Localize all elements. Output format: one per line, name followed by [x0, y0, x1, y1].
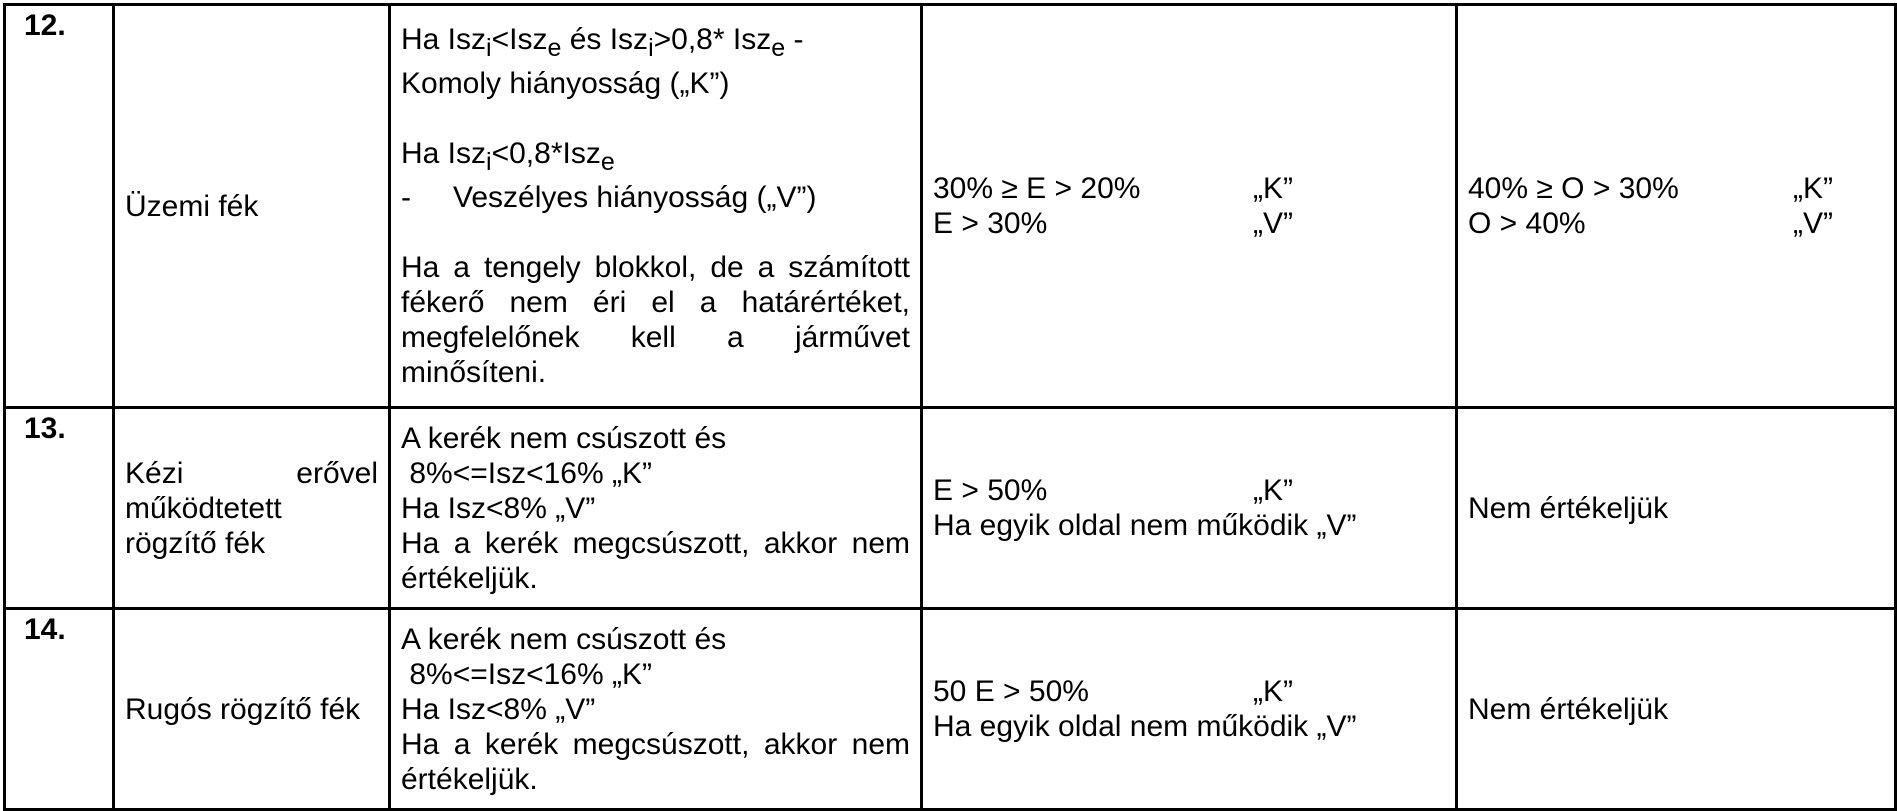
- criteria-line: 50 E > 50% „K”: [933, 675, 1293, 708]
- criteria-line: E > 50% „K”: [933, 474, 1293, 507]
- criteria-line: E > 30% „V”: [933, 207, 1293, 240]
- o-criteria-cell: [1457, 5, 1896, 408]
- criteria-line: O > 40% „V”: [1468, 207, 1833, 240]
- brake-name: Kézi erővel működtetett rögzítő fék: [114, 408, 390, 609]
- condition-cell: A kerék nem csúszott és 8%<=Isz<16% „K” Ha Isz<8% „V” Ha a kerék megcsúszott, akkor nem értékeljük.: [390, 408, 922, 609]
- condition-cell: A kerék nem csúszott és 8%<=Isz<16% „K” Ha Isz<8% „V” Ha a kerék megcsúszott, akkor nem értékeljük.: [390, 609, 922, 810]
- o-criteria-cell: Nem értékeljük: [1457, 408, 1896, 609]
- condition-serious: Ha Isz$_i$<Isz$_e$ és Isz$_i$>0,8* Isz$_e$ - Komoly hiányosság („K”): [401, 23, 804, 100]
- brake-evaluation-table: [3, 3, 1897, 811]
- condition-dangerous: Ha Isz$_i$<0,8*Isz$_e$ - Veszélyes hiányosság („V”): [401, 137, 817, 214]
- row-number: 13.: [5, 408, 114, 609]
- brake-name: Rugós rögzítő fék: [114, 609, 390, 810]
- criteria-line: 30% ≥ E > 20% „K”: [933, 172, 1293, 205]
- e-criteria-cell: E > 50% „K” Ha egyik oldal nem működik „V”: [922, 408, 1457, 609]
- row-number: 12.: [5, 5, 114, 408]
- o-criteria-cell: Nem értékeljük: [1457, 609, 1896, 810]
- table-row: [5, 408, 1896, 609]
- table-row: [5, 5, 1896, 408]
- condition-cell: [390, 5, 922, 408]
- brake-name: Üzemi fék: [114, 5, 390, 408]
- table-row: [5, 609, 1896, 810]
- e-criteria-cell: [922, 5, 1457, 408]
- row-number: 14.: [5, 609, 114, 810]
- criteria-line: 40% ≥ O > 30% „K”: [1468, 172, 1833, 205]
- e-criteria-cell: 50 E > 50% „K” Ha egyik oldal nem működik „V”: [922, 609, 1457, 810]
- condition-blocking: Ha a tengely blokkol, de a számított fékerő nem éri el a határértéket, megfelelőnek kell a járművet minősíteni.: [401, 251, 910, 389]
